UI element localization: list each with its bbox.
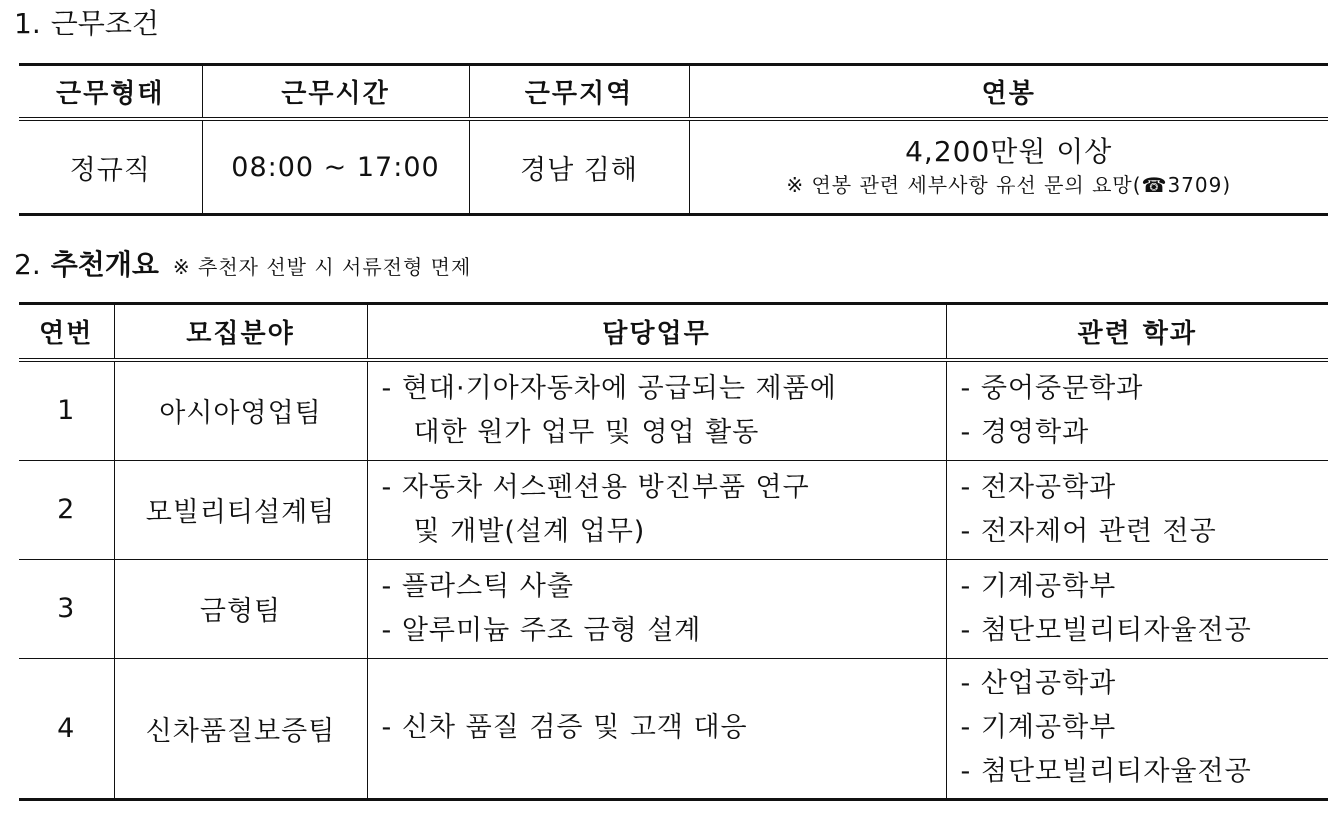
majors-cell bbox=[946, 658, 1328, 799]
conditions-table bbox=[19, 63, 1328, 216]
section-title-recommendation bbox=[14, 245, 471, 287]
major-line: - 경영학과 bbox=[960, 416, 1090, 448]
table-row bbox=[19, 658, 1328, 799]
section-number: 2. bbox=[14, 248, 41, 281]
team-name: 아시아영업팀 bbox=[114, 360, 367, 460]
major-line: - 전자제어 관련 전공 bbox=[960, 515, 1217, 547]
major-line: - 산업공학과 bbox=[960, 668, 1117, 699]
work-location: 경남 김해 bbox=[469, 119, 689, 215]
duty-line: - 자동차 서스펜션용 방진부품 연구 bbox=[381, 471, 810, 503]
work-hours: 08:00 ~ 17:00 bbox=[202, 119, 469, 215]
salary-value: 4,200만원 이상 bbox=[905, 135, 1113, 168]
row-number: 1 bbox=[19, 360, 114, 460]
majors-cell bbox=[946, 559, 1328, 658]
header-cell: 근무형태 bbox=[19, 65, 202, 120]
majors-cell bbox=[946, 460, 1328, 559]
header-cell: 관련 학과 bbox=[946, 304, 1328, 361]
row-number: 4 bbox=[19, 658, 114, 799]
team-name: 모빌리티설계팀 bbox=[114, 460, 367, 559]
team-name: 금형팀 bbox=[114, 559, 367, 658]
section-note: ※ 추천자 선발 시 서류전형 면제 bbox=[172, 255, 472, 279]
duty-line: 대한 원가 업무 및 영업 활동 bbox=[413, 416, 760, 448]
header-cell: 연번 bbox=[19, 304, 114, 361]
section-title-conditions bbox=[14, 4, 159, 44]
recruit-table bbox=[19, 302, 1328, 801]
table-row bbox=[19, 119, 1328, 215]
section-heading: 근무조건 bbox=[50, 7, 159, 40]
section-number: 1. bbox=[14, 7, 41, 40]
salary-note: ※ 연봉 관련 세부사항 유선 문의 요망(☎3709) bbox=[786, 173, 1232, 197]
row-number: 2 bbox=[19, 460, 114, 559]
major-line: - 첨단모빌리티자율전공 bbox=[960, 614, 1252, 646]
duty-line: - 신차 품질 검증 및 고객 대응 bbox=[381, 712, 748, 743]
table-row bbox=[19, 360, 1328, 460]
section-heading: 추천개요 bbox=[50, 248, 159, 281]
table-row bbox=[19, 460, 1328, 559]
header-cell: 근무지역 bbox=[469, 65, 689, 120]
header-cell: 담당업무 bbox=[367, 304, 946, 361]
table-header-row bbox=[19, 65, 1328, 120]
duty-line: - 알루미늄 주조 금형 설계 bbox=[381, 614, 702, 646]
majors-cell bbox=[946, 360, 1328, 460]
team-name: 신차품질보증팀 bbox=[114, 658, 367, 799]
duty-line: - 현대·기아자동차에 공급되는 제품에 bbox=[381, 372, 837, 404]
duty-line: - 플라스틱 사출 bbox=[381, 570, 574, 602]
table-row bbox=[19, 559, 1328, 658]
employment-type: 정규직 bbox=[19, 119, 202, 215]
row-number: 3 bbox=[19, 559, 114, 658]
duty-line: 및 개발(설계 업무) bbox=[413, 515, 646, 547]
header-cell: 연봉 bbox=[689, 65, 1328, 120]
salary-cell bbox=[689, 119, 1328, 215]
duty-cell bbox=[367, 460, 946, 559]
duty-cell bbox=[367, 360, 946, 460]
major-line: - 기계공학부 bbox=[960, 570, 1117, 602]
duty-cell bbox=[367, 658, 946, 799]
major-line: - 전자공학과 bbox=[960, 471, 1117, 503]
table-header-row bbox=[19, 304, 1328, 361]
major-line: - 기계공학부 bbox=[960, 712, 1117, 743]
header-cell: 근무시간 bbox=[202, 65, 469, 120]
major-line: - 중어중문학과 bbox=[960, 372, 1144, 404]
major-line: - 첨단모빌리티자율전공 bbox=[960, 756, 1252, 787]
duty-cell bbox=[367, 559, 946, 658]
header-cell: 모집분야 bbox=[114, 304, 367, 361]
